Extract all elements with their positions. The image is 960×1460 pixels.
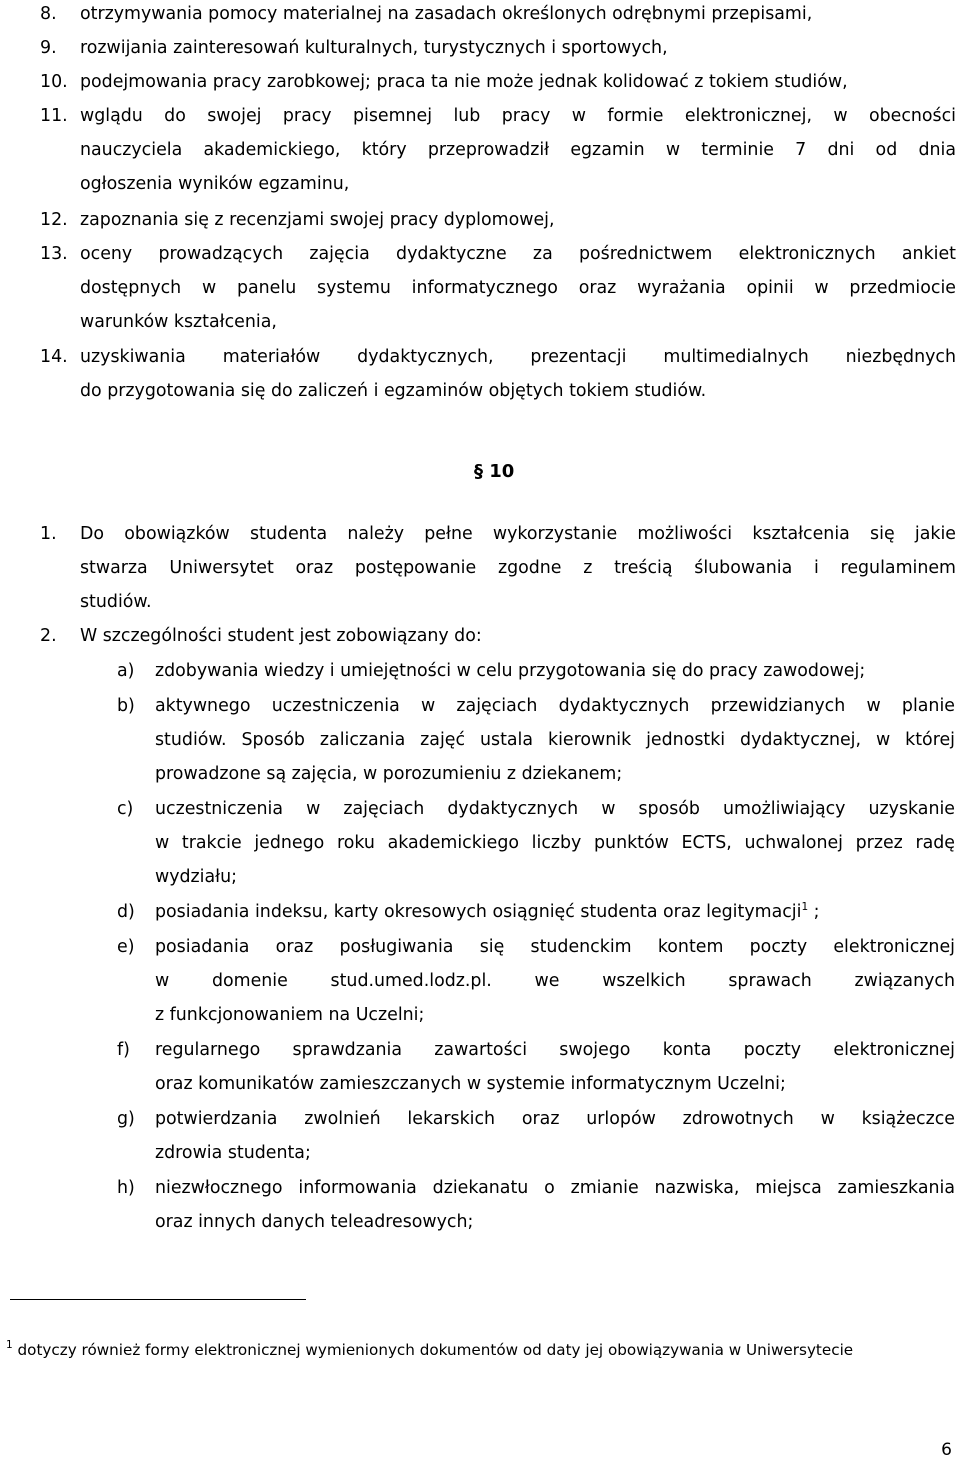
list-item-text: rozwijania zainteresowań kulturalnych, turystycznych i sportowych, (80, 38, 668, 58)
sub-item-letter: a) (117, 661, 135, 681)
sub-item-text: zdobywania wiedzy i umiejętności w celu przygotowania się do pracy zawodowej; (155, 661, 866, 681)
sub-item-letter: c) (117, 799, 134, 819)
sub-item-letter: b) (117, 696, 135, 716)
footnote-separator (10, 1299, 306, 1300)
list-number: 12. (40, 210, 68, 230)
list-item-text: Do obowiązków studenta należy pełne wykorzystanie możliwości kształcenia się jakie (80, 524, 956, 544)
list-item-text: zapoznania się z recenzjami swojej pracy dyplomowej, (80, 210, 555, 230)
sub-item-text-tail: ; (808, 902, 820, 922)
list-number: 11. (40, 106, 68, 126)
list-number: 2. (40, 626, 57, 646)
list-item-text: warunków kształcenia, (80, 312, 277, 332)
list-item-text: oceny prowadzących zajęcia dydaktyczne za pośrednictwem elektronicznych ankiet (80, 244, 956, 264)
sub-item-letter: d) (117, 902, 135, 922)
list-number: 14. (40, 347, 68, 367)
sub-item-text: zdrowia studenta; (155, 1143, 311, 1163)
list-number: 8. (40, 4, 57, 24)
list-number: 10. (40, 72, 68, 92)
list-item-text: uzyskiwania materiałów dydaktycznych, prezentacji multimedialnych niezbędnych (80, 347, 956, 367)
list-item-text: wglądu do swojej pracy pisemnej lub pracy w formie elektronicznej, w obecności (80, 106, 956, 126)
sub-item-text: w domenie stud.umed.lodz.pl. we wszelkich sprawach związanych (155, 971, 955, 991)
footnote-mark: 1 (6, 1339, 13, 1351)
sub-item-text: niezwłocznego informowania dziekanatu o zmianie nazwiska, miejsca zamieszkania (155, 1178, 955, 1198)
footnote (6, 1338, 853, 1364)
sub-item-text: oraz innych danych teleadresowych; (155, 1212, 474, 1232)
list-number: 13. (40, 244, 68, 264)
list-number: 9. (40, 38, 57, 58)
sub-item-text: w trakcie jednego roku akademickiego liczby punktów ECTS, uchwalonej przez radę (155, 833, 955, 853)
list-item-text: studiów. (80, 592, 152, 612)
footnote-text: dotyczy również formy elektronicznej wymienionych dokumentów od daty jej obowiązywania w Uniwersytecie (12, 1341, 854, 1359)
sub-item-text: posiadania indeksu, karty okresowych osiągnięć studenta oraz legitymacji$^1$ ; (155, 901, 820, 922)
sub-item-letter: e) (117, 937, 135, 957)
list-item-text: do przygotowania się do zaliczeń i egzaminów objętych tokiem studiów. (80, 381, 707, 401)
sub-item-text: aktywnego uczestniczenia w zajęciach dydaktycznych przewidzianych w planie (155, 696, 955, 716)
page-number: 6 (941, 1440, 952, 1460)
sub-item-text: studiów. Sposób zaliczania zajęć ustala kierownik jednostki dydaktycznej, w której (155, 730, 955, 750)
sub-item-letter: f) (117, 1040, 130, 1060)
list-item-text: dostępnych w panelu systemu informatycznego oraz wyrażania opinii w przedmiocie (80, 278, 956, 298)
list-item-text: stwarza Uniwersytet oraz postępowanie zgodne z treścią ślubowania i regulaminem (80, 558, 956, 578)
sub-item-text: prowadzone są zajęcia, w porozumieniu z dziekanem; (155, 764, 623, 784)
list-item-text: podejmowania pracy zarobkowej; praca ta nie może jednak kolidować z tokiem studiów, (80, 72, 848, 92)
sub-item-letter: h) (117, 1178, 135, 1198)
sub-item-text: regularnego sprawdzania zawartości swojego konta poczty elektronicznej (155, 1040, 955, 1060)
list-item-text: nauczyciela akademickiego, który przeprowadził egzamin w terminie 7 dni od dnia (80, 140, 956, 160)
section-heading: § 10 (474, 461, 515, 482)
footnote-reference[interactable]: 1 (801, 901, 809, 913)
list-item-text: otrzymywania pomocy materialnej na zasadach określonych odrębnymi przepisami, (80, 4, 813, 24)
sub-item-text: oraz komunikatów zamieszczanych w systemie informatycznym Uczelni; (155, 1074, 786, 1094)
sub-item-text: wydziału; (155, 867, 237, 887)
list-item-text: W szczególności student jest zobowiązany do: (80, 626, 482, 646)
sub-item-text: z funkcjonowaniem na Uczelni; (155, 1005, 425, 1025)
sub-item-letter: g) (117, 1109, 135, 1129)
list-item-text: ogłoszenia wyników egzaminu, (80, 174, 350, 194)
list-number: 1. (40, 524, 57, 544)
sub-item-text: potwierdzania zwolnień lekarskich oraz urlopów zdrowotnych w książeczce (155, 1109, 955, 1129)
sub-item-text: uczestniczenia w zajęciach dydaktycznych w sposób umożliwiający uzyskanie (155, 799, 955, 819)
sub-item-text: posiadania oraz posługiwania się studenckim kontem poczty elektronicznej (155, 937, 955, 957)
